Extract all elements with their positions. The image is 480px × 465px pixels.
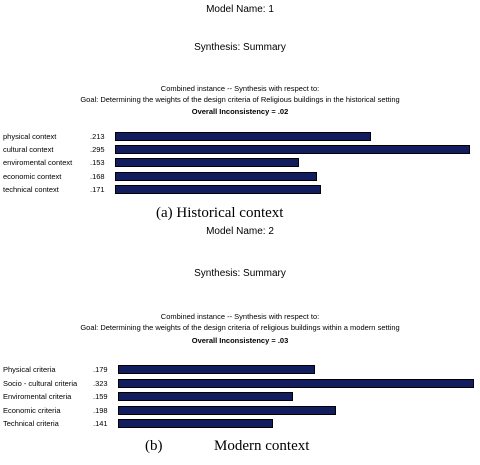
bar-value-label: .159 [93, 392, 108, 402]
caption-historical: (a) Historical context [156, 205, 284, 221]
bar [118, 379, 474, 388]
bar [118, 392, 293, 401]
bar-category-label: Socio - cultural criteria [3, 378, 78, 388]
bar-value-label: .168 [90, 171, 105, 181]
bar-category-label: Technical criteria [3, 419, 59, 429]
model-name: Model Name: 2 [206, 226, 274, 237]
bar-value-label: .198 [93, 405, 108, 415]
caption-modern: Modern context [214, 438, 310, 454]
bar-value-label: .295 [90, 145, 105, 155]
caption-modern-label: (b) [145, 438, 163, 454]
bar [118, 419, 273, 428]
bar-row [0, 405, 480, 417]
inconsistency-text: Overall Inconsistency = .02 [191, 107, 289, 116]
bar-row [0, 391, 480, 403]
bar-category-label: Economic criteria [3, 405, 61, 415]
inconsistency-text: Overall Inconsistency = .03 [191, 336, 289, 345]
bar-value-label: .179 [93, 365, 108, 374]
bar-category-label: technical context [3, 184, 59, 194]
bar-row [0, 418, 480, 430]
synthesis-title: Synthesis: Summary [194, 268, 286, 279]
bar-category-label: cultural context [3, 145, 54, 155]
bar-category-label: economic context [3, 171, 62, 181]
bar-value-label: .213 [90, 132, 105, 141]
bar [118, 406, 336, 415]
bar-value-label: .153 [90, 158, 105, 168]
combined-instance-label: Combined instance -- Synthesis with respect to: [160, 84, 320, 93]
bar-category-label: enviromental context [3, 158, 73, 168]
model-name: Model Name: 1 [206, 4, 274, 15]
bar [118, 365, 315, 374]
bar-value-label: .323 [93, 378, 108, 388]
bar-category-label: Physical criteria [3, 365, 56, 374]
goal-text: Goal: Determining the weights of the design criteria of Religious buildings in the historical setting [80, 95, 400, 104]
synthesis-title: Synthesis: Summary [194, 42, 286, 53]
bar-row [0, 364, 480, 376]
bar-category-label: Enviromental criteria [3, 392, 72, 402]
goal-text: Goal: Determining the weights of the design criteria of religious buildings within a modern setting [80, 323, 400, 332]
bar-category-label: physical context [3, 132, 57, 141]
bar-row [0, 378, 480, 390]
combined-instance-label: Combined instance -- Synthesis with respect to: [160, 312, 320, 321]
bar-value-label: .141 [93, 419, 108, 429]
bar-value-label: .171 [90, 184, 105, 194]
